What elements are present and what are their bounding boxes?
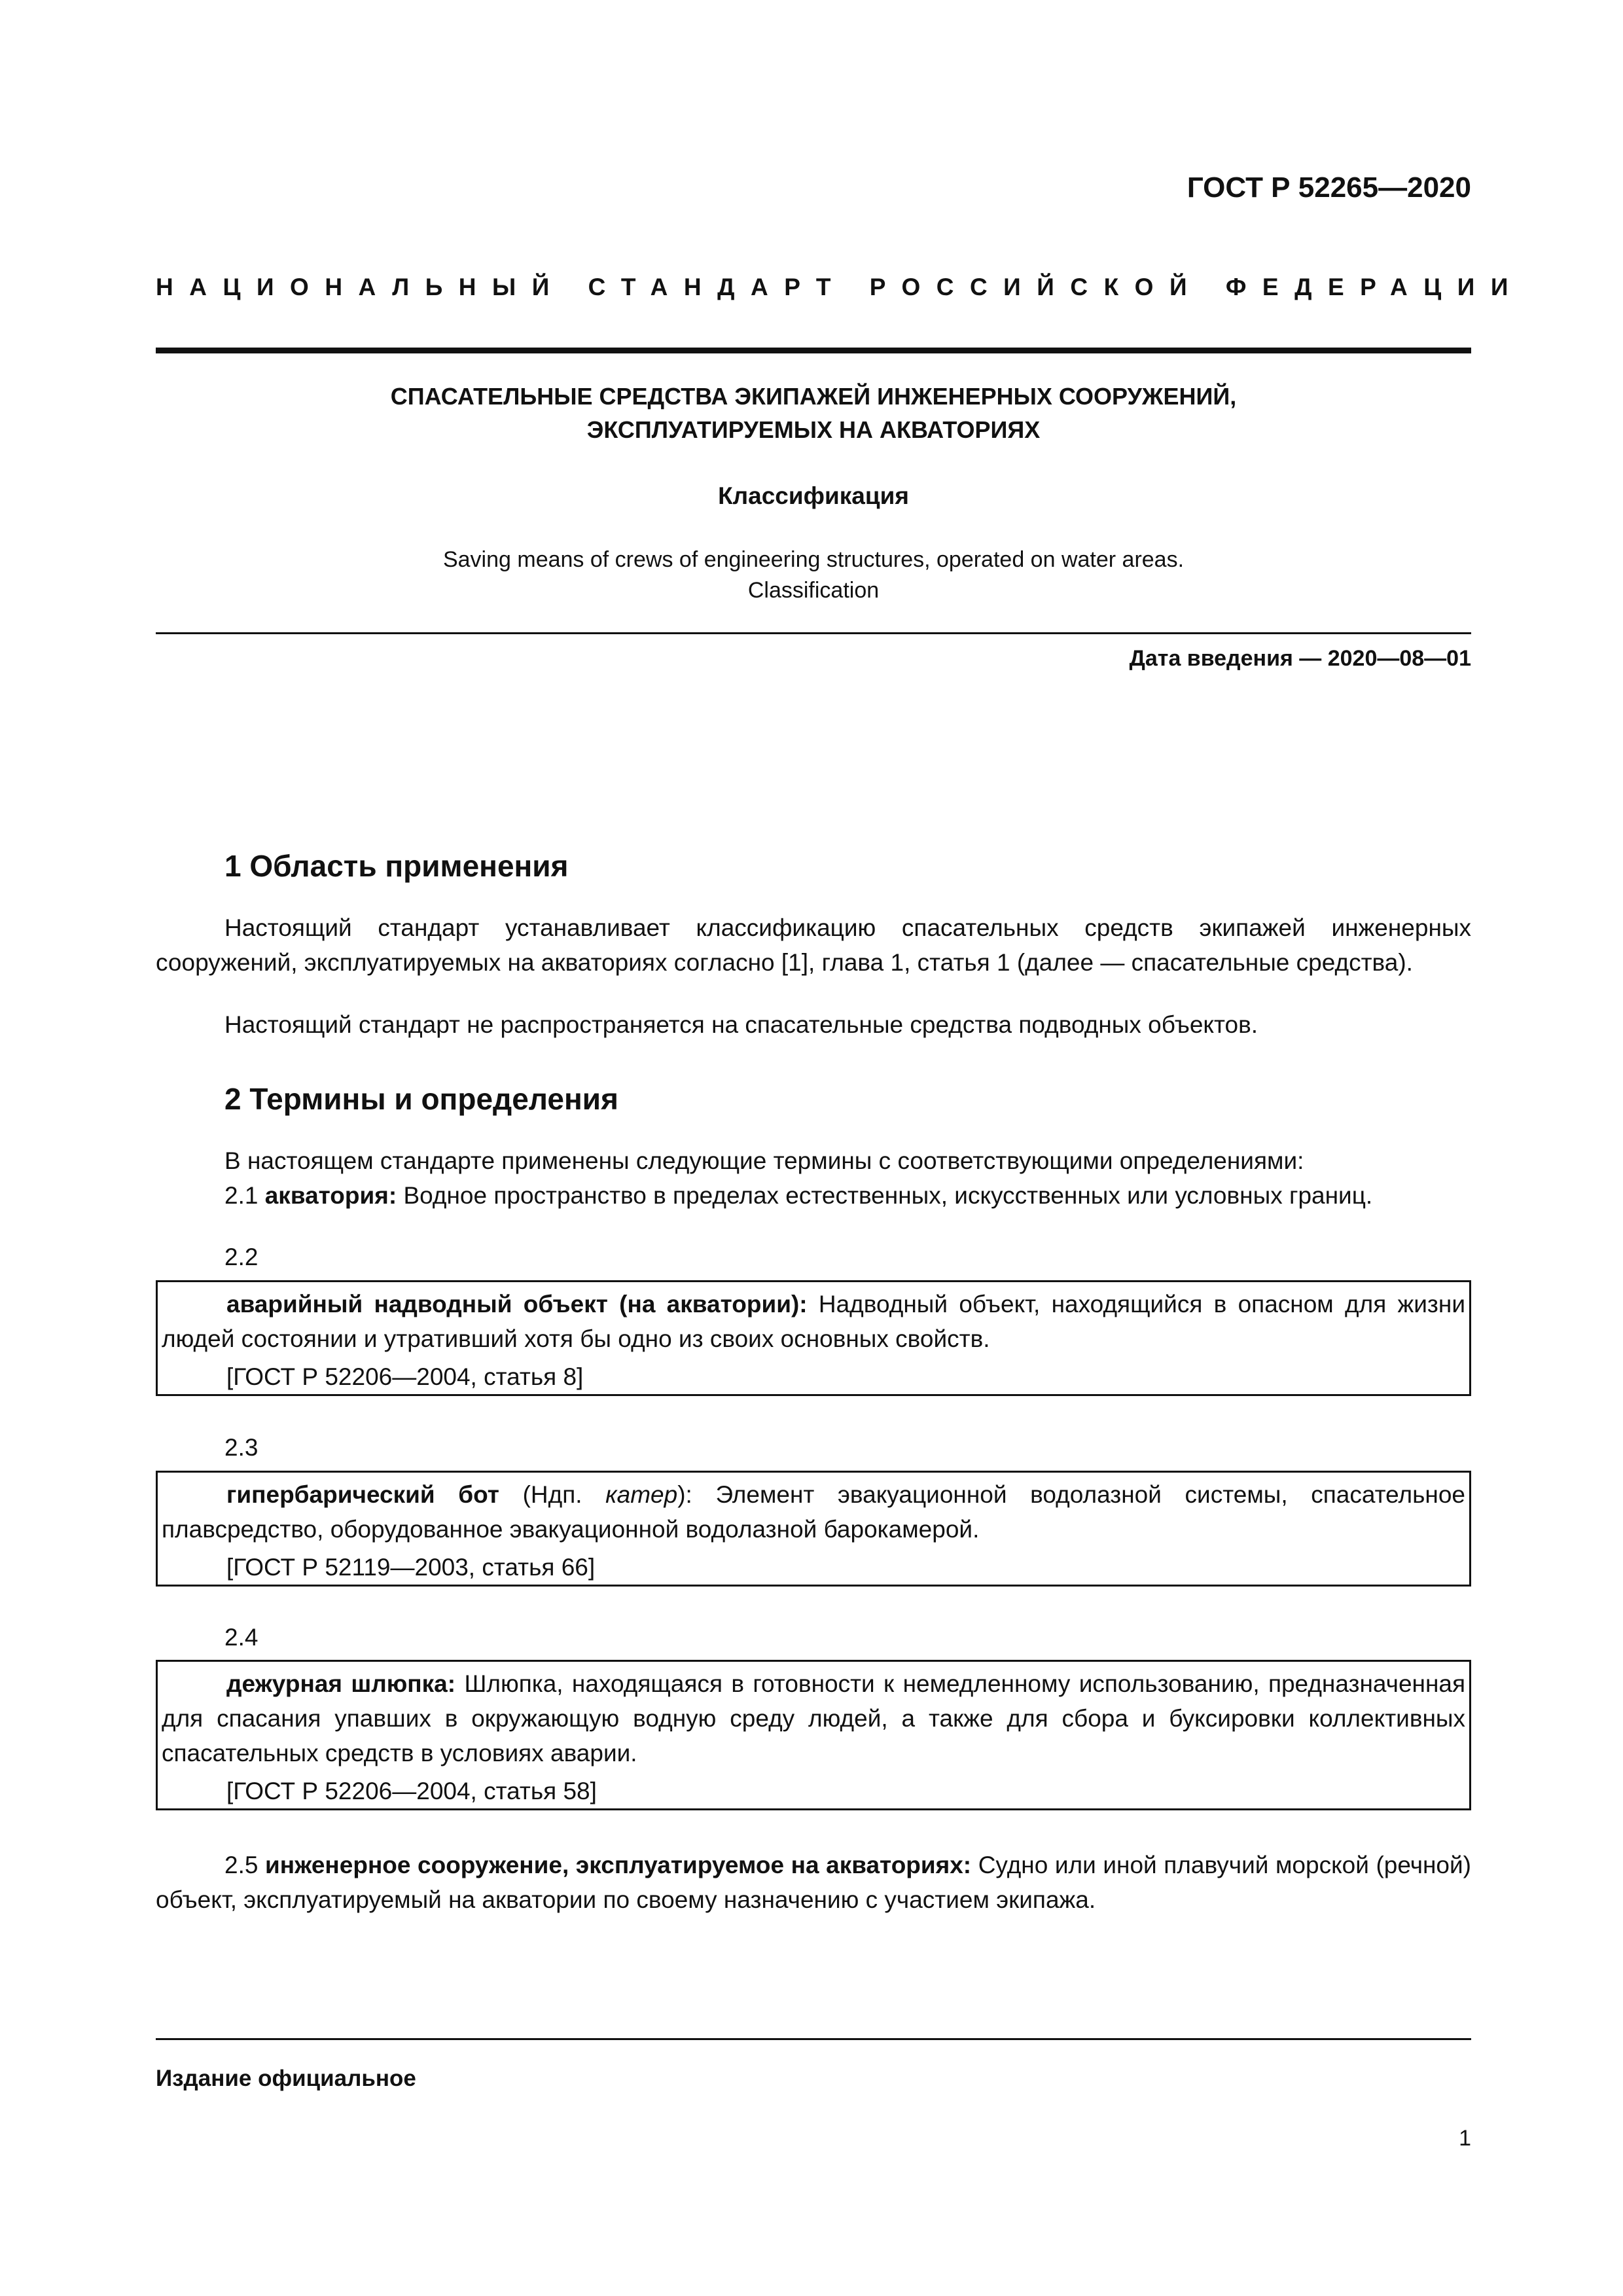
term-number: 2.2 [224, 1244, 259, 1270]
header-divider [156, 348, 1471, 353]
term-source: [ГОСТ Р 52206—2004, статья 8] [226, 1363, 584, 1390]
document-title [156, 380, 1471, 446]
term-name: дежурная шлюпка: [226, 1670, 456, 1697]
english-title [156, 545, 1471, 606]
term-2-3-box [156, 1471, 1471, 1587]
page-number: 1 [1459, 2126, 1471, 2151]
section-1-paragraph: Настоящий стандарт не распространяется на спасательные средства подводных объектов. [224, 1011, 1258, 1038]
term-number: 2.1 [224, 1182, 259, 1209]
national-standard-heading: НАЦИОНАЛЬНЫЙ СТАНДАРТ РОССИЙСКОЙ ФЕДЕРАЦИИ [156, 274, 1524, 300]
term-note-term: катер [605, 1481, 678, 1508]
section-1-heading: 1 Область применения [224, 849, 569, 883]
section-1-paragraph: Настоящий стандарт устанавливает классификацию спасательных средств экипажей инженерных сооружений, эксплуатируемых на акваториях согласно [1], глава 1, статья 1 (далее — спасательные средства). [156, 914, 1471, 976]
term-number: 2.5 [224, 1852, 259, 1878]
term-name: аварийный надводный объект (на акватории): [226, 1291, 808, 1318]
term-number: 2.4 [224, 1624, 259, 1651]
term-name: акватория: [264, 1182, 397, 1209]
term-number: 2.3 [224, 1434, 259, 1461]
english-title-line: Saving means of crews of engineering structures, operated on water areas. [442, 547, 1185, 572]
term-definition: Судно или иной плавучий морской (речной) объект, эксплуатируемый на акватории по своему назначению с участием экипажа. [156, 1852, 1471, 1913]
term-name: гипербарический бот [226, 1481, 499, 1508]
title-divider [156, 632, 1471, 634]
standard-number: ГОСТ Р 52265—2020 [1186, 171, 1471, 204]
term-2-1 [156, 1178, 1471, 1213]
introduction-date: Дата введения — 2020—08—01 [1129, 646, 1471, 671]
document-subtitle: Классификация [718, 482, 909, 509]
term-definition: Шлюпка, находящаяся в готовности к немедленному использованию, предназначенная для спасания упавших в окружающую водную среду людей, а также для сбора и буксировки коллективных спасательных средств в условиях аварии. [162, 1670, 1466, 1767]
section-2-heading: 2 Термины и определения [224, 1082, 618, 1116]
term-definition: Элемент эвакуационной водолазной системы, спасательное плавсредство, оборудованное эвакуационной водолазной барокамерой. [162, 1481, 1465, 1543]
term-definition: Водное пространство в пределах естественных, искусственных или условных границ. [403, 1182, 1373, 1209]
english-title-line: Classification [747, 578, 880, 603]
term-note: (Ндп. [522, 1481, 582, 1508]
title-line: ЭКСПЛУАТИРУЕМЫХ НА АКВАТОРИЯХ [586, 416, 1041, 443]
footer-divider [156, 2038, 1471, 2040]
term-name: инженерное сооружение, эксплуатируемое на акваториях: [265, 1852, 972, 1878]
term-definition: Надводный объект, находящийся в опасном для жизни людей состоянии и утративший хотя бы одно из своих основных свойств. [162, 1291, 1465, 1352]
term-2-5 [156, 1848, 1471, 1917]
term-source: [ГОСТ Р 52206—2004, статья 58] [226, 1778, 597, 1804]
term-source: [ГОСТ Р 52119—2003, статья 66] [226, 1554, 596, 1581]
term-2-4-box [156, 1660, 1471, 1810]
edition-label: Издание официальное [156, 2066, 416, 2091]
term-note: ): [677, 1481, 692, 1508]
term-2-2-box [156, 1280, 1471, 1396]
section-2-intro: В настоящем стандарте применены следующие термины с соответствующими определениями: [224, 1147, 1304, 1174]
title-line: СПАСАТЕЛЬНЫЕ СРЕДСТВА ЭКИПАЖЕЙ ИНЖЕНЕРНЫХ СООРУЖЕНИЙ, [390, 383, 1237, 410]
